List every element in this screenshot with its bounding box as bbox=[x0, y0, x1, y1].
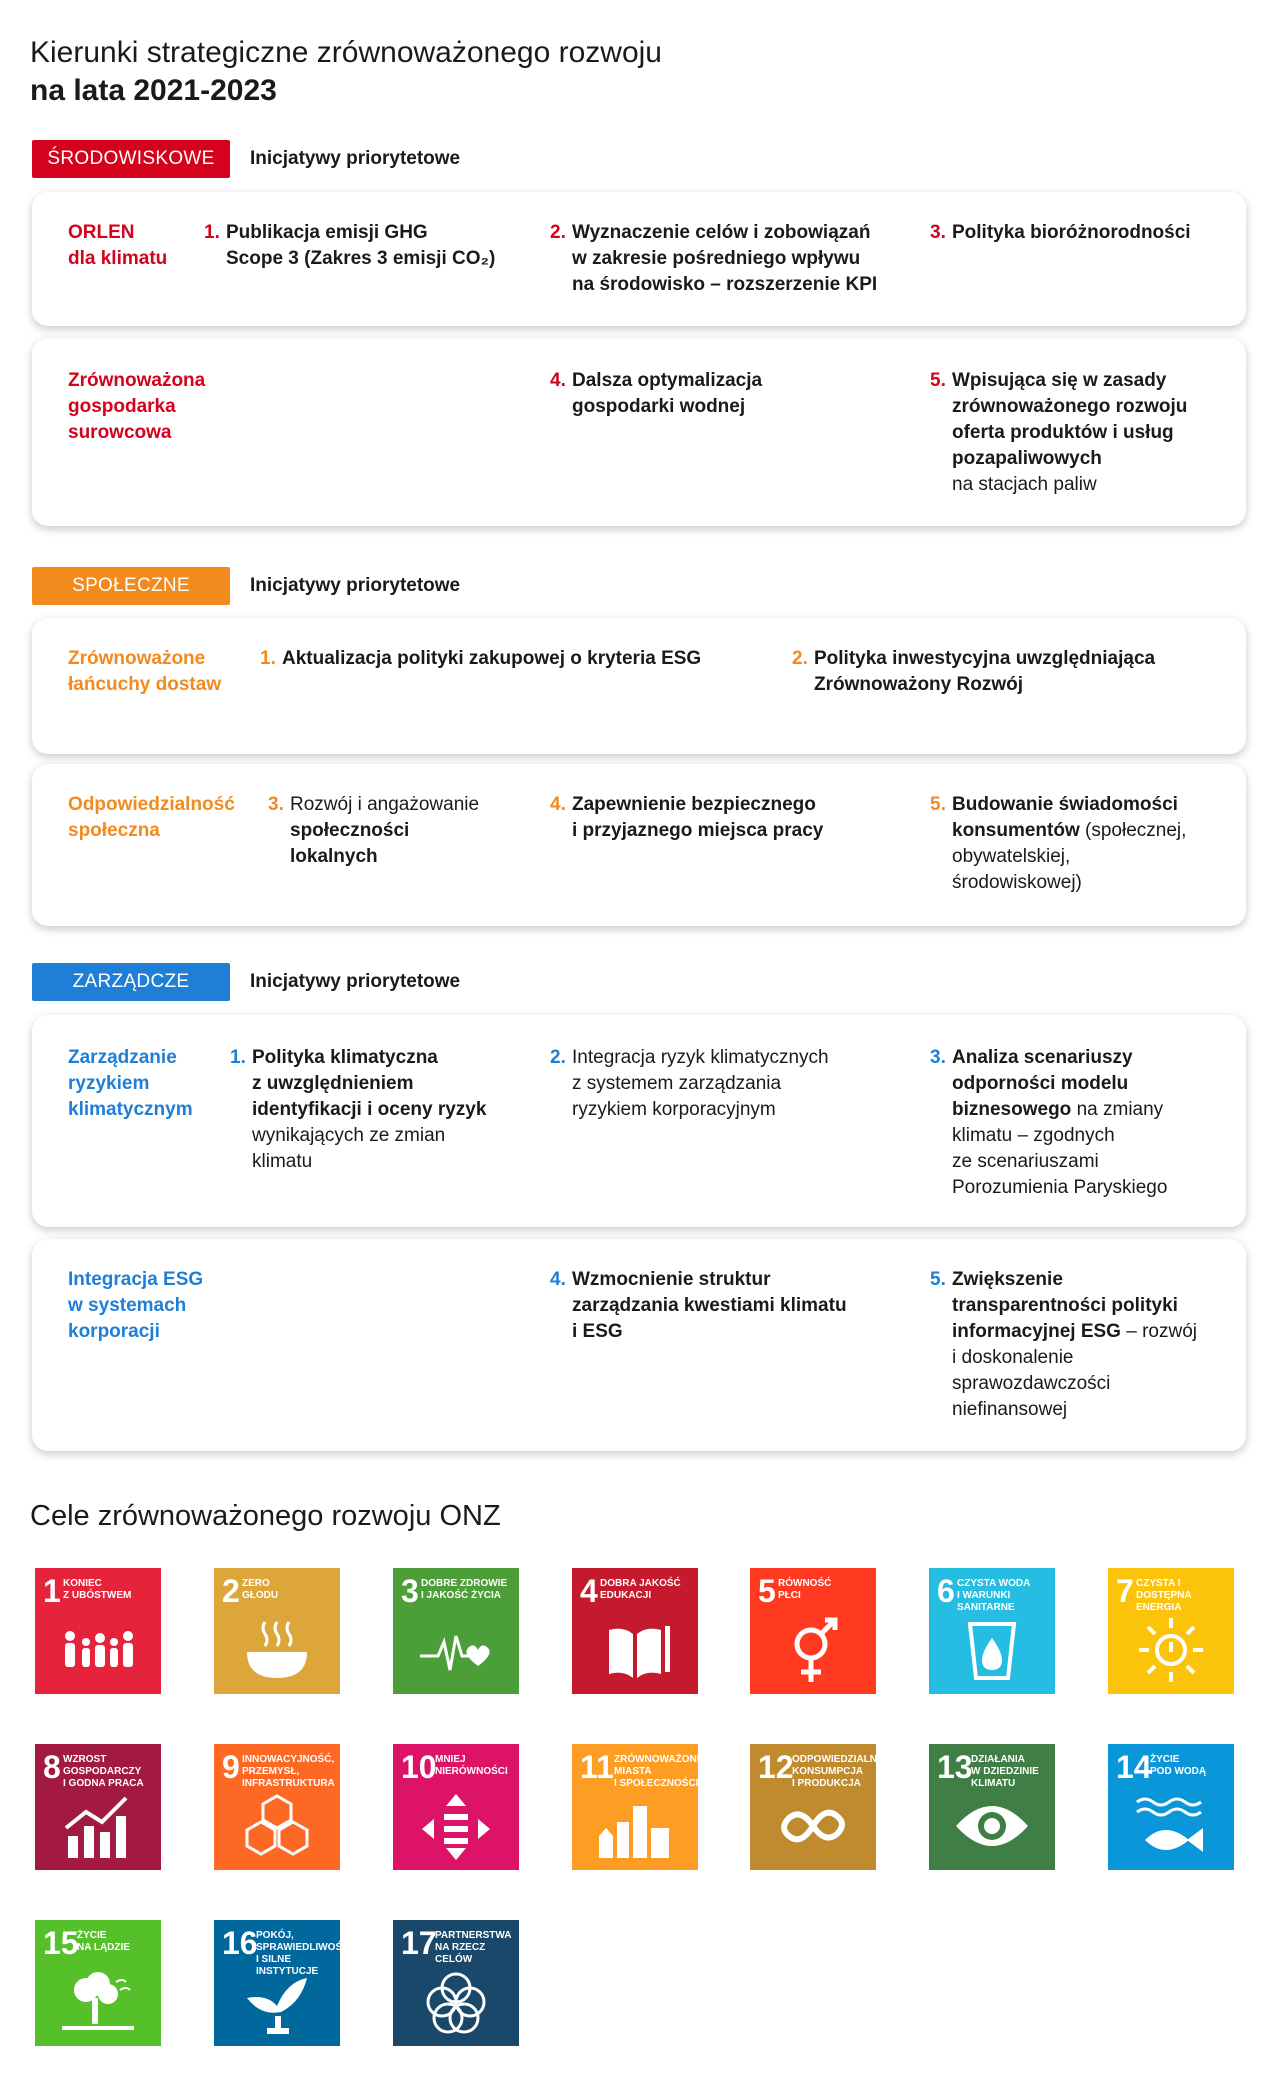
sdg-tile-12 bbox=[750, 1744, 885, 1870]
category-label: Zrównoważona gospodarka surowcowa bbox=[68, 370, 206, 443]
sdg-number: 2 bbox=[222, 1573, 240, 1609]
sdg-label: CZYSTA WODA I WARUNKI SANITARNE bbox=[957, 1578, 1031, 1613]
sdg-tile-10 bbox=[393, 1744, 519, 1870]
city-icon bbox=[595, 1792, 675, 1862]
sdg-tile-15 bbox=[35, 1920, 161, 2046]
initiative-item: 5. Budowanie świadomości konsumentów (społecznej, obywatelskiej, środowiskowej) bbox=[930, 794, 1187, 893]
sdg-label: DOBRA JAKOŚĆ EDUKACJI bbox=[600, 1578, 681, 1601]
sdg-tile-2 bbox=[214, 1568, 340, 1694]
initiative-item: 5. Wpisująca się w zasady zrównoważonego rozwoju oferta produktów i usług pozapaliwowych na stacjach paliw bbox=[930, 370, 1188, 495]
page-title bbox=[30, 34, 662, 110]
category-label: ORLEN dla klimatu bbox=[68, 222, 168, 269]
sdg-tile-7 bbox=[1108, 1568, 1234, 1694]
sdg-number: 11 bbox=[580, 1749, 614, 1785]
infinity-icon bbox=[773, 1792, 853, 1862]
initiative-item: 3. Rozwój i angażowanie społeczności lokalnych bbox=[268, 794, 480, 867]
growth-chart-icon bbox=[58, 1792, 138, 1862]
sdg-number: 17 bbox=[401, 1925, 437, 1961]
environmental-card-2 bbox=[32, 338, 1246, 526]
sdg-label: ŻYCIE POD WODĄ bbox=[1150, 1754, 1207, 1777]
sdg-label: MNIEJ NIERÓWNOŚCI bbox=[435, 1754, 508, 1777]
priority-label: Inicjatywy priorytetowe bbox=[250, 148, 461, 169]
initiative-item: 4. Wzmocnienie struktur zarządzania kwestiami klimatu i ESG bbox=[550, 1269, 847, 1342]
social-card-1 bbox=[32, 618, 1246, 754]
sdg-tile-16 bbox=[214, 1920, 350, 2046]
fish-icon bbox=[1131, 1792, 1211, 1862]
priority-label: Inicjatywy priorytetowe bbox=[250, 575, 461, 596]
sdg-label: RÓWNOŚĆ PŁCI bbox=[778, 1578, 832, 1601]
sdg-tile-4 bbox=[572, 1568, 698, 1694]
cubes-icon bbox=[237, 1792, 317, 1862]
book-icon bbox=[595, 1616, 675, 1686]
category-label: Integracja ESG w systemach korporacji bbox=[68, 1269, 204, 1342]
sdg-number: 3 bbox=[401, 1573, 419, 1609]
initiative-item: 3. Polityka bioróżnorodności bbox=[930, 222, 1191, 243]
title-line-2: na lata 2021-2023 bbox=[30, 74, 277, 107]
initiative-item: 4. Zapewnienie bezpiecznego i przyjaznego miejsca pracy bbox=[550, 794, 824, 841]
initiative-item: 1. Polityka klimatyczna z uwzględnieniem identyfikacji i oceny ryzyk wynikających ze zmian klimatu bbox=[230, 1047, 487, 1172]
sdg-label: ODPOWIEDZIALNA KONSUMPCJA I PRODUKCJA bbox=[792, 1754, 885, 1789]
initiative-item: 3. Analiza scenariuszy odporności modelu biznesowego na zmiany klimatu – zgodnych ze scenariuszami Porozumienia Paryskiego bbox=[930, 1047, 1168, 1198]
sdg-section-title: Cele zrównoważonego rozwoju ONZ bbox=[30, 1500, 501, 1532]
environmental-card-1 bbox=[32, 192, 1246, 326]
family-icon bbox=[58, 1616, 138, 1686]
sdg-tile-9 bbox=[214, 1744, 340, 1870]
sdg-label: PARTNERSTWA NA RZECZ CELÓW bbox=[435, 1930, 512, 1965]
initiative-item: 2. Wyznaczenie celów i zobowiązań w zakresie pośredniego wpływu na środowisko – rozszerzenie KPI bbox=[550, 222, 878, 295]
gender-icon bbox=[773, 1616, 853, 1686]
sdg-tile-8 bbox=[35, 1744, 161, 1870]
initiative-item: 1. Publikacja emisji GHG Scope 3 (Zakres 3 emisji CO₂) bbox=[204, 222, 496, 269]
sdg-number: 5 bbox=[758, 1573, 776, 1609]
sdg-number: 13 bbox=[937, 1749, 973, 1785]
social-tag: SPOŁECZNE bbox=[32, 567, 230, 605]
sdg-tile-3 bbox=[393, 1568, 519, 1694]
heartbeat-icon bbox=[416, 1616, 496, 1686]
sdg-tile-6 bbox=[929, 1568, 1055, 1694]
social-card-2 bbox=[32, 764, 1246, 926]
initiative-item: 2. Integracja ryzyk klimatycznych z systemem zarządzania ryzykiem korporacyjnym bbox=[550, 1047, 829, 1120]
sdg-number: 9 bbox=[222, 1749, 240, 1785]
initiative-item: 1. Aktualizacja polityki zakupowej o kryteria ESG bbox=[260, 648, 702, 669]
sdg-tile-5 bbox=[750, 1568, 876, 1694]
eye-globe-icon bbox=[952, 1792, 1032, 1862]
sdg-number: 6 bbox=[937, 1573, 955, 1609]
dove-icon bbox=[237, 1968, 317, 2038]
environmental-header bbox=[32, 140, 460, 178]
initiative-item: 5. Zwiększenie transparentności polityki informacyjnej ESG – rozwój i doskonalenie sprawozdawczości niefinansowej bbox=[930, 1269, 1197, 1420]
social-header bbox=[32, 567, 460, 605]
sdg-label: DZIAŁANIA W DZIEDZINIE KLIMATU bbox=[971, 1754, 1039, 1789]
sdg-number: 4 bbox=[580, 1573, 598, 1609]
category-label: Zarządzanie ryzykiem klimatycznym bbox=[68, 1047, 193, 1120]
sun-power-icon bbox=[1131, 1616, 1211, 1686]
sdg-number: 16 bbox=[222, 1925, 258, 1961]
sdg-label: INNOWACYJNOŚĆ, PRZEMYSŁ, INFRASTRUKTURA bbox=[242, 1754, 335, 1789]
environmental-tag: ŚRODOWISKOWE bbox=[32, 140, 230, 178]
sdg-tile-11 bbox=[572, 1744, 704, 1870]
initiative-item: 4. Dalsza optymalizacja gospodarki wodnej bbox=[550, 370, 763, 417]
title-line-1: Kierunki strategiczne zrównoważonego rozwoju bbox=[30, 36, 662, 69]
sdg-number: 1 bbox=[43, 1573, 61, 1609]
water-icon bbox=[952, 1616, 1032, 1686]
initiative-item: 2. Polityka inwestycyjna uwzględniająca Zrównoważony Rozwój bbox=[792, 648, 1156, 695]
sdg-label: ZRÓWNOWAŻONE MIASTA I SPOŁECZNOŚCI bbox=[614, 1754, 704, 1789]
sdg-tile-14 bbox=[1108, 1744, 1234, 1870]
priority-label: Inicjatywy priorytetowe bbox=[250, 971, 461, 992]
sdg-number: 14 bbox=[1116, 1749, 1152, 1785]
tree-icon bbox=[58, 1968, 138, 2038]
sdg-label: DOBRE ZDROWIE I JAKOŚĆ ŻYCIA bbox=[421, 1578, 508, 1601]
governance-card-1 bbox=[32, 1015, 1246, 1227]
sdg-tile-1 bbox=[35, 1568, 161, 1694]
governance-tag: ZARZĄDCZE bbox=[32, 963, 230, 1001]
sdg-number: 7 bbox=[1116, 1573, 1134, 1609]
governance-header bbox=[32, 963, 460, 1001]
sdg-number: 8 bbox=[43, 1749, 61, 1785]
bowl-icon bbox=[237, 1616, 317, 1686]
sdg-label: ŻYCIE NA LĄDZIE bbox=[77, 1930, 130, 1953]
category-label: Zrównoważone łańcuchy dostaw bbox=[68, 648, 222, 695]
sdg-label: POKÓJ, SPRAWIEDLIWOŚĆ I SILNE INSTYTUCJE bbox=[256, 1930, 350, 1977]
sdg-label: WZROST GOSPODARCZY I GODNA PRACA bbox=[63, 1754, 144, 1789]
governance-card-2 bbox=[32, 1239, 1246, 1451]
sdg-number: 15 bbox=[43, 1925, 79, 1961]
sdg-tile-13 bbox=[929, 1744, 1055, 1870]
sdg-label: ZERO GŁODU bbox=[242, 1578, 279, 1601]
sdg-number: 12 bbox=[758, 1749, 794, 1785]
sdg-number: 10 bbox=[401, 1749, 437, 1785]
equality-icon bbox=[416, 1792, 496, 1862]
rings-icon bbox=[416, 1968, 496, 2038]
sdg-label: CZYSTA I DOSTĘPNA ENERGIA bbox=[1136, 1578, 1192, 1613]
sdg-tile-17 bbox=[393, 1920, 519, 2046]
sdg-label: KONIEC Z UBÓSTWEM bbox=[63, 1578, 132, 1601]
category-label: Odpowiedzialność społeczna bbox=[68, 794, 235, 841]
